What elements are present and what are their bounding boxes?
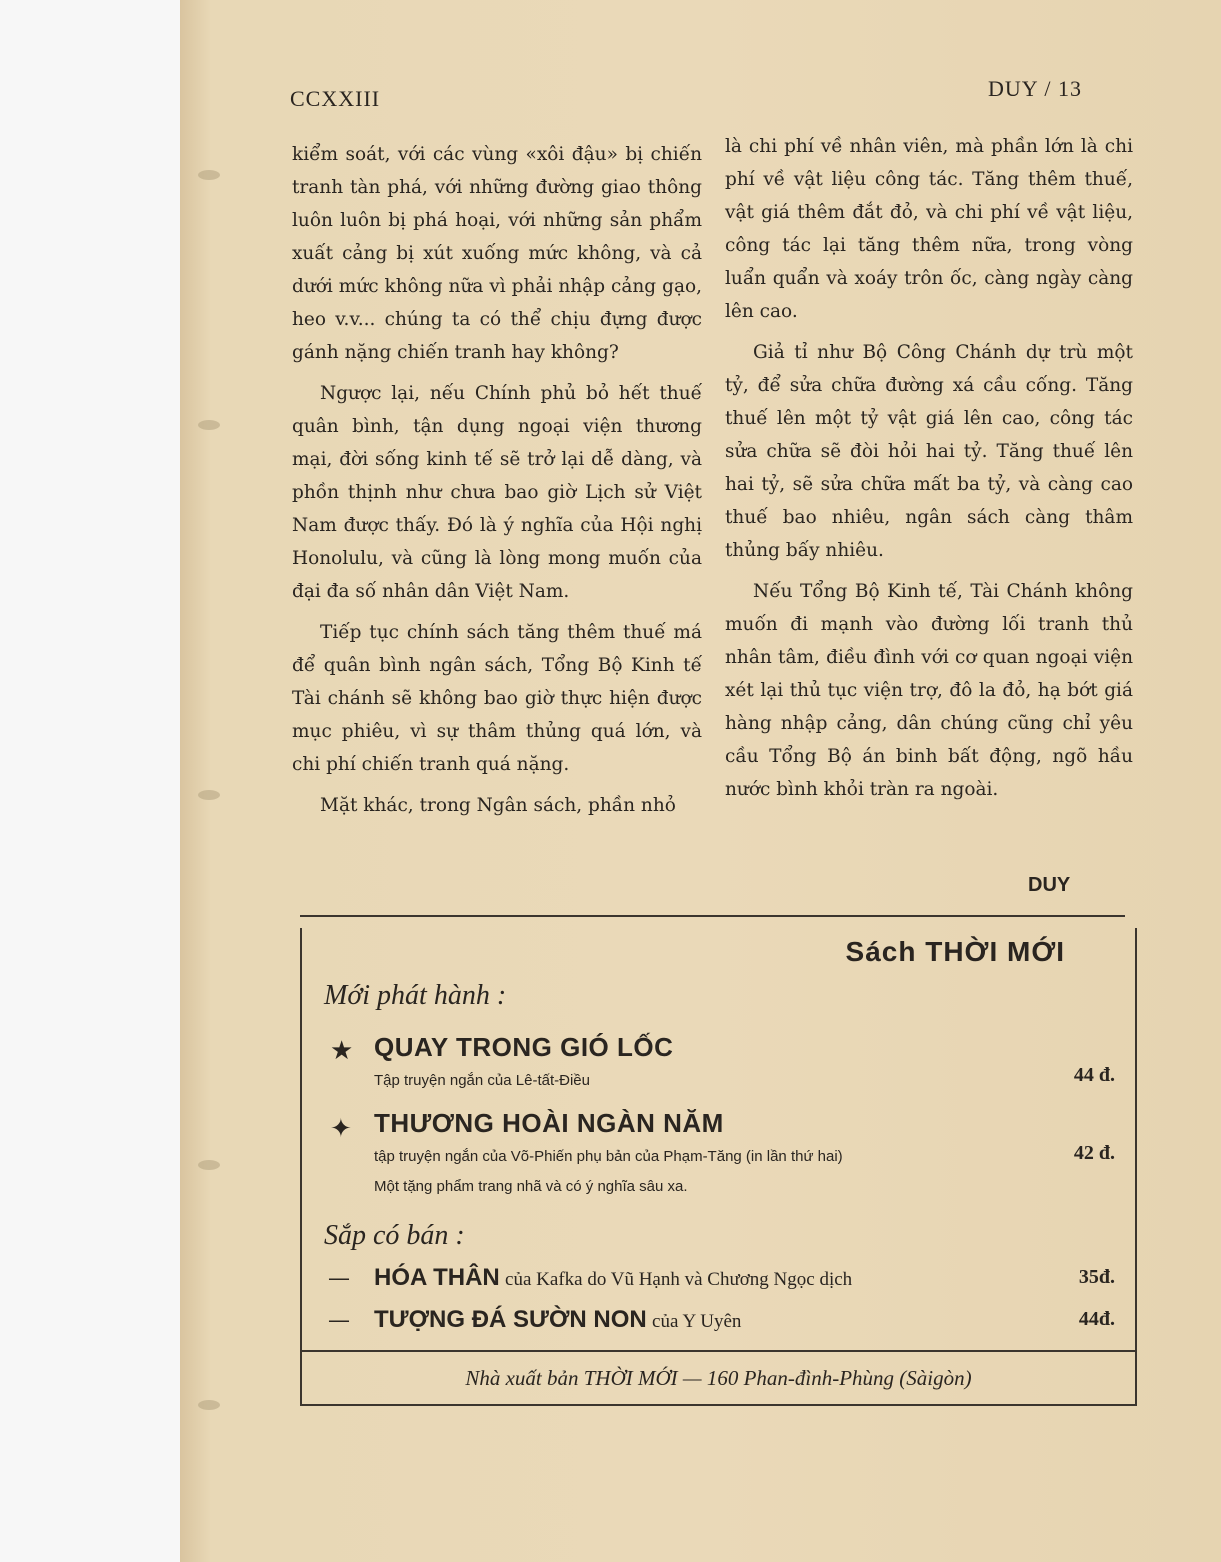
binding-hole	[198, 170, 220, 180]
book-subtitle: Tập truyện ngắn của Lê-tất-Điều	[374, 1072, 590, 1089]
book-subtitle: tập truyện ngắn của Võ-Phiến phụ bản của Phạm-Tăng (in lần thứ hai)	[374, 1148, 843, 1165]
book-price: 44 đ.	[1073, 1064, 1115, 1086]
star-icon: ✦	[330, 1114, 352, 1144]
page-header-left: CCXXIII	[290, 86, 381, 111]
paragraph: Ngược lại, nếu Chính phủ bỏ hết thuế quân bình, tận dụng ngoại viện thương mại, đời sống kinh tế sẽ trở lại dễ dàng, và phồn thịnh như chưa bao giờ Lịch sử Việt Nam được thấy. Đó là ý nghĩa của Hội nghị Honolulu, và cũng là lòng mong muốn của đại đa số nhân dân Việt Nam.	[292, 383, 702, 602]
publisher-address: Nhà xuất bản THỜI MỚI — 160 Phan-đình-Phùng (Sàigòn)	[465, 1366, 972, 1390]
book-title: TƯỢNG ĐÁ SƯỜN NON	[374, 1306, 647, 1333]
paragraph: Mặt khác, trong Ngân sách, phần nhỏ	[320, 795, 676, 816]
left-column	[292, 138, 702, 830]
paragraph: là chi phí về nhân viên, mà phần lớn là chi phí về vật liệu công tác. Tăng thêm thuế, vật giá thêm đắt đỏ, và chi phí về vật liệu, công tác lại tăng thêm nữa, trong vòng luẩn quẩn và xoáy trôn ốc, càng ngày càng lên cao.	[725, 136, 1133, 322]
book-credit: của Kafka do Vũ Hạnh và Chương Ngọc dịch	[505, 1269, 853, 1290]
publisher-brand: Sách THỜI MỚI	[845, 936, 1065, 967]
binding-hole	[198, 790, 220, 800]
star-icon: ★	[330, 1036, 354, 1066]
author-signature: DUY	[1028, 874, 1071, 896]
paragraph: kiểm soát, với các vùng «xôi đậu» bị chiến tranh tàn phá, với những đường giao thông luôn luôn bị phá hoại, với những sản phẩm xuất cảng bị xút xuống mức không, và cả dưới mức không nữa vì phải nhập cảng gạo, heo v.v... chúng ta có thể chịu đựng được gánh nặng chiến tranh hay không?	[292, 144, 702, 363]
dash: —	[328, 1308, 350, 1333]
book-tagline: Một tặng phẩm trang nhã và có ý nghĩa sâu xa.	[374, 1178, 688, 1195]
book-price: 42 đ.	[1073, 1142, 1115, 1164]
divider	[302, 1350, 1135, 1352]
book-price: 44đ.	[1078, 1308, 1115, 1330]
paragraph: Tiếp tục chính sách tăng thêm thuế má để quân bình ngân sách, Tổng Bộ Kinh tế Tài chánh sẽ không bao giờ thực hiện được mục phiêu, vì sự thâm thủng quá lớn, và chi phí chiến tranh quá nặng.	[292, 622, 702, 775]
book-advertisement	[300, 928, 1137, 1406]
binding-hole	[198, 420, 220, 430]
book-credit: của Y Uyên	[652, 1311, 742, 1332]
book-title: HÓA THÂN	[374, 1264, 500, 1291]
coming-soon-label: Sắp có bán :	[324, 1220, 465, 1251]
book-title: QUAY TRONG GIÓ LỐC	[374, 1032, 674, 1062]
book-price: 35đ.	[1078, 1266, 1115, 1288]
new-release-label: Mới phát hành :	[324, 980, 507, 1011]
paragraph: Nếu Tổng Bộ Kinh tế, Tài Chánh không muốn đi mạnh vào đường lối tranh thủ nhân tâm, điều đình với cơ quan ngoại viện xét lại thủ tục viện trợ, đô la đỏ, hạ bớt giá hàng nhập cảng, dân chúng cũng chỉ yêu cầu Tổng Bộ án binh bất động, ngõ hầu nước bình khỏi tràn ra ngoài.	[725, 581, 1133, 800]
dash: —	[328, 1266, 350, 1291]
divider	[300, 915, 1125, 917]
coming-book	[374, 1264, 852, 1292]
book-title: THƯƠNG HOÀI NGÀN NĂM	[374, 1108, 724, 1138]
binding-hole	[198, 1400, 220, 1410]
coming-book	[374, 1306, 741, 1334]
magazine-page	[180, 0, 1221, 1562]
page-header-right: DUY / 13	[988, 76, 1082, 101]
right-column	[725, 130, 1133, 814]
binding-hole	[198, 1160, 220, 1170]
paragraph: Giả tỉ như Bộ Công Chánh dự trù một tỷ, để sửa chữa đường xá cầu cống. Tăng thuế lên một tỷ vật giá lên cao, công tác sửa chữa sẽ đòi hỏi hai tỷ. Tăng thuế lên hai tỷ, sẽ sửa chữa mất ba tỷ, và càng cao thuế bao nhiêu, ngân sách càng thâm thủng bấy nhiêu.	[725, 342, 1133, 561]
